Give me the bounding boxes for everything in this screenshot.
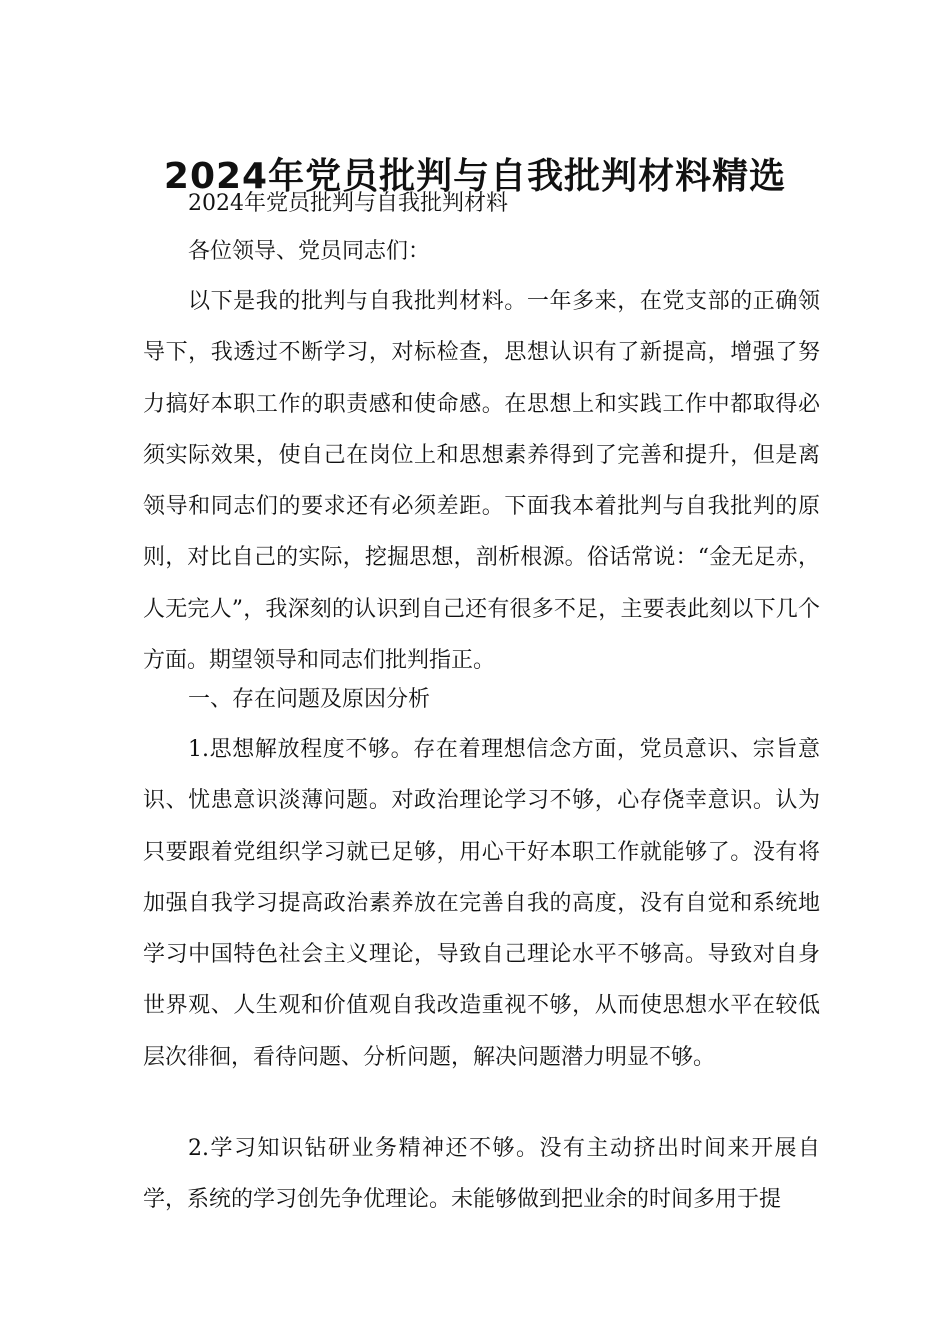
document-subtitle: 2024年党员批判与自我批判材料 <box>188 191 508 216</box>
document-title: 2024年党员批判与自我批判材料精选 <box>163 156 787 198</box>
problem-item-1: 1.思想解放程度不够。存在着理想信念方面，党员意识、宗旨意识、忧患意识淡薄问题。对政治理论学习不够，心存侥幸意识。认为只要跟着党组织学习就已足够，用心干好本职工作就能够了。没有将加强自我学习提高政治素养放在完善自我的高度，没有自觉和系统地学习中国特色社会主义理论，导致自己理论水平不够高。导致对自身世界观、人生观和价值观自我改造重视不够，从而使思想水平在较低层次徘徊，看待问题、分析问题，解决问题潜力明显不够。 <box>143 737 820 1070</box>
intro-paragraph: 以下是我的批判与自我批判材料。一年多来，在党支部的正确领导下，我透过不断学习，对标检查，思想认识有了新提高，增强了努力搞好本职工作的职责感和使命感。在思想上和实践工作中都取得必须实际效果，使自己在岗位上和思想素养得到了完善和提升，但是离领导和同志们的要求还有必须差距。下面我本着批判与自我批判的原则，对比自己的实际，挖掘思想，剖析根源。俗话常说：“金无足赤，人无完人”，我深刻的认识到自己还有很多不足，主要表此刻以下几个方面。期望领导和同志们批判指正。 <box>143 289 820 674</box>
greeting: 各位领导、党员同志们： <box>188 239 431 264</box>
problem-item-2: 2.学习知识钻研业务精神还不够。没有主动挤出时间来开展自学，系统的学习创先争优理论。未能够做到把业余的时间多用于提 <box>143 1136 820 1213</box>
section-heading-1: 一、存在问题及原因分析 <box>188 687 431 712</box>
